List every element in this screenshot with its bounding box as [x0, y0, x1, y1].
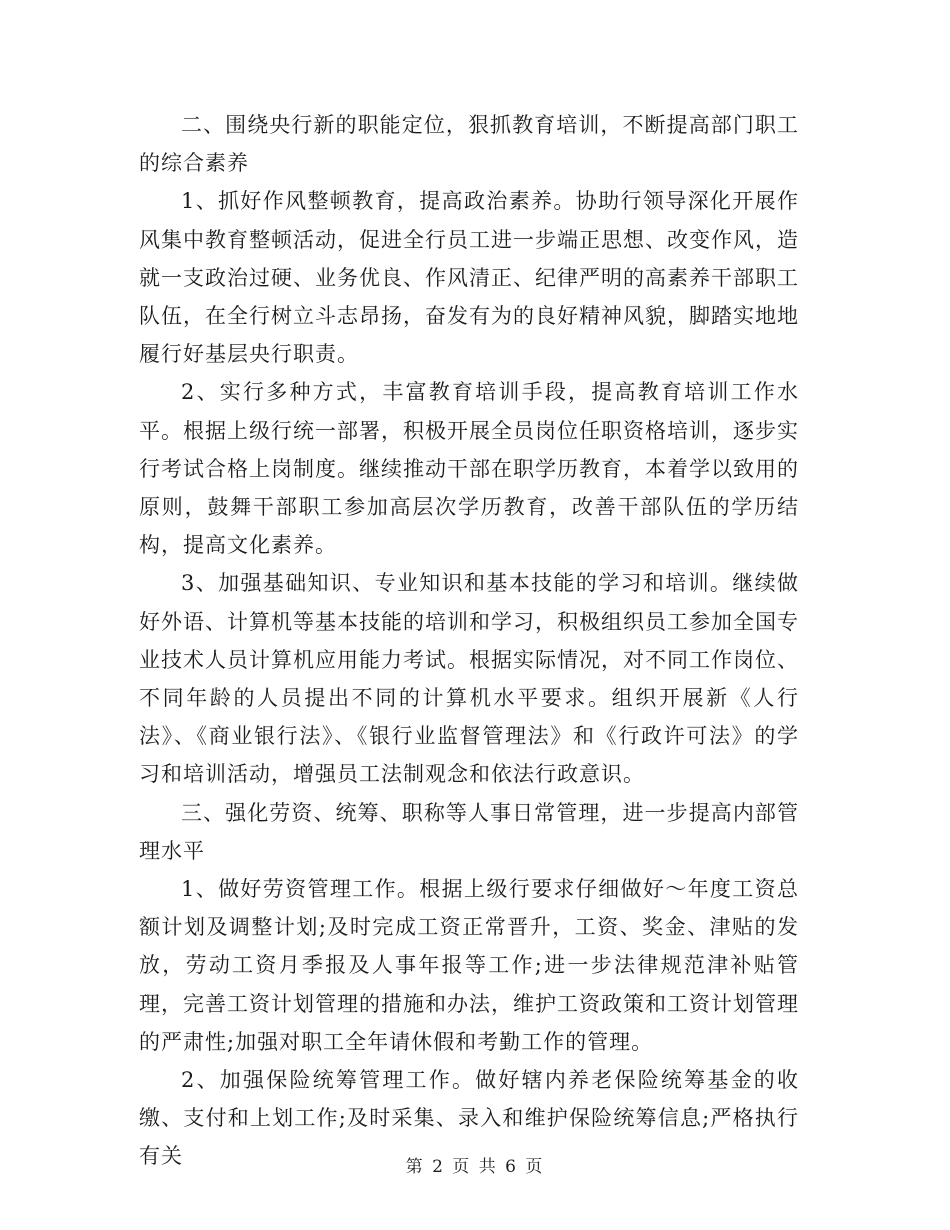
- paragraph-2-3: 3、加强基础知识、专业知识和基本技能的学习和培训。继续做好外语、计算机等基本技能的培训和学习，积极组织员工参加全国专业技术人员计算机应用能力考试。根据实际情况，对不同工作岗位、不同年龄的人员提出不同的计算机水平要求。组织开展新《人行法》、《商业银行法》、《银行业监督管理法》和《行政许可法》的学习和培训活动，增强员工法制观念和依法行政意识。: [139, 571, 799, 787]
- paragraph-2-2: 2、实行多种方式，丰富教育培训手段，提高教育培训工作水平。根据上级行统一部署，积极开展全员岗位任职资格培训，逐步实行考试合格上岗制度。继续推动干部在职学历教育，本着学以致用的原则，鼓舞干部职工参加高层次学历教育，改善干部队伍的学历结构，提高文化素养。: [139, 380, 799, 558]
- section-heading-3: 三、强化劳资、统筹、职称等人事日常管理，进一步提高内部管理水平: [139, 800, 799, 863]
- paragraph-3-1: 1、做好劳资管理工作。根据上级行要求仔细做好～年度工资总额计划及调整计划;及时完成工资正常晋升，工资、奖金、津贴的发放，劳动工资月季报及人事年报等工作;进一步法律规范津补贴管理，完善工资计划管理的措施和办法，维护工资政策和工资计划管理的严肃性;加强对职工全年请休假和考勤工作的管理。: [139, 877, 799, 1054]
- paragraph-3-2: 2、加强保险统筹管理工作。做好辖内养老保险统筹基金的收缴、支付和上划工作;及时采集、录入和维护保险统筹信息;严格执行有关: [139, 1068, 799, 1169]
- paragraph-2-1: 1、抓好作风整顿教育，提高政治素养。协助行领导深化开展作风集中教育整顿活动，促进全行员工进一步端正思想、改变作风，造就一支政治过硬、业务优良、作风清正、纪律严明的高素养干部职工队伍，在全行树立斗志昂扬，奋发有为的良好精神风貌，脚踏实地地履行好基层央行职责。: [139, 189, 799, 367]
- section-heading-2: 二、围绕央行新的职能定位，狠抓教育培训，不断提高部门职工的综合素养: [139, 113, 799, 176]
- document-body: [139, 106, 799, 1176]
- page-footer: 第 2 页 共 6 页: [405, 1157, 545, 1177]
